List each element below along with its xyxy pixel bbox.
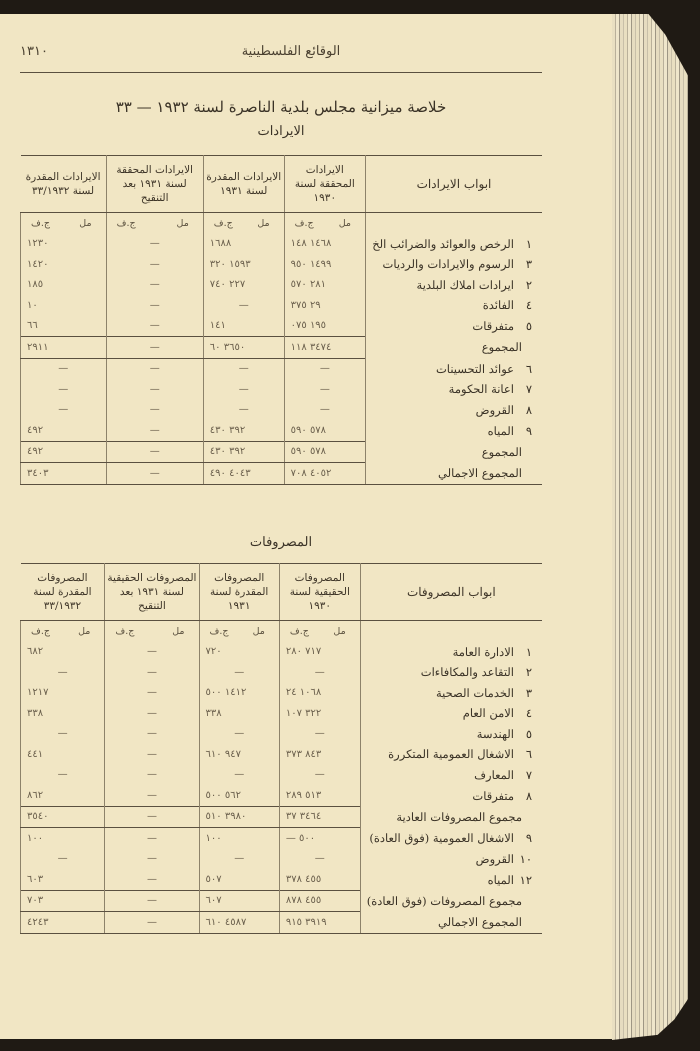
- table-row: ١٢المياه ٤٥٥ ٣٧٨ ٥٠٧ — ٦٠٣: [21, 869, 543, 890]
- col-header-actual-1930: المصروفات الحقيقية لسنة ١٩٣٠: [279, 564, 360, 621]
- page-number: ١٣١٠: [20, 44, 48, 59]
- table-row: ٦الاشغال العمومية المتكررة ٨٤٣ ٣٧٣ ٩٤٧ ٦١٠ — ٤٤١: [21, 744, 543, 765]
- table-row: ٧اعانة الحكومة — — — —: [21, 379, 543, 400]
- units-row: [21, 213, 543, 234]
- table-row: ٤الفائدة ٢٩ ٣٧٥ — — ١٠: [21, 295, 543, 316]
- table-row: ٧المعارف — — — —: [21, 765, 543, 786]
- unit-mil: مل: [252, 625, 265, 637]
- table-row: ١الادارة العامة ٧١٧ ٢٨٠ ٧٢٠ — ٦٨٢: [21, 642, 543, 663]
- subtotal-row: المجموع ٥٧٨ ٥٩٠ ٣٩٢ ٤٣٠ — ٤٩٢: [21, 441, 543, 463]
- col-header-estimated-1932: المصروفات المقدرة لسنة ٣٣/١٩٣٢: [21, 564, 105, 621]
- table-row: ٢ايرادات املاك البلدية ٢٨١ ٥٧٠ ٢٢٧ ٧٤٠ — ١٨٥: [21, 275, 543, 296]
- expenditure-section-title: المصروفات: [249, 535, 313, 550]
- running-header: [20, 44, 542, 66]
- col-header-estimated-1932: الايرادات المقدرة لسنة ٣٣/١٩٣٢: [21, 156, 107, 213]
- unit-mil: مل: [172, 625, 185, 637]
- col-header-revised-1931: الايرادات المحققة لسنة ١٩٣١ بعد التنقيح: [106, 156, 203, 213]
- unit-pound: ج.ف: [289, 625, 309, 637]
- table-row: ١٠القروض — — — —: [21, 849, 543, 870]
- table-row: ٢التقاعد والمكافاءات — — — —: [21, 662, 543, 683]
- unit-mil: مل: [78, 625, 91, 637]
- col-header-actual-1930: الايرادات المحققة لسنة ١٩٣٠: [284, 156, 365, 213]
- table-row: ٣الخدمات الصحية ١٠٦٨ ٢٤ ١٤١٢ ٥٠٠ — ١٢١٧: [21, 683, 543, 704]
- table-row: ١الرخص والعوائد والضرائب الخ ١٤٦٨ ١٤٨ ١٦٨٨ — ١٢٣٠: [21, 234, 543, 255]
- unit-mil: مل: [257, 217, 270, 229]
- subtotal-row: المجموع ٣٤٧٤ ١١٨ ٣٦٥٠ ٦٠ — ٢٩١١: [21, 337, 543, 359]
- table-row: ٨متفرقات ٥١٣ ٢٨٩ ٥٦٢ ٥٠٠ — ٨٦٢: [21, 785, 543, 806]
- table-row: ٩الاشغال العمومية (فوق العادة) ٥٠٠ — ١٠٠ — ١٠٠: [21, 828, 543, 849]
- unit-pound: ج.ف: [31, 625, 50, 637]
- unit-pound: ج.ف: [294, 217, 314, 229]
- units-row: [21, 621, 543, 642]
- unit-pound: ج.ف: [209, 625, 229, 637]
- unit-pound: ج.ف: [115, 625, 135, 637]
- col-header-estimated-1931: المصروفات المقدرة لسنة ١٩٣١: [199, 564, 279, 621]
- book-page-edges: [612, 14, 688, 1040]
- col-header-actual-1931-revised: المصروفات الحقيقية لسنة ١٩٣١ بعد التنقيح: [105, 564, 199, 621]
- subtotal-row: مجموع المصروفات (فوق العادة) ٤٥٥ ٨٧٨ ٦٠٧ — ٧٠٣: [21, 890, 543, 912]
- table-row: ٥الهندسة — — — —: [21, 724, 543, 745]
- header-rule: [20, 72, 542, 73]
- journal-title: الوقائع الفلسطينية: [241, 44, 341, 59]
- unit-mil: مل: [79, 217, 92, 229]
- subtotal-row: مجموع المصروفات العادية ٣٤٦٤ ٣٧ ٣٩٨٠ ٥١٠ — ٣٥٤٠: [21, 806, 543, 828]
- col-header-estimated-1931: الايرادات المقدرة لسنة ١٩٣١: [203, 156, 284, 213]
- revenue-header-row: [21, 156, 543, 213]
- table-row: ٦عوائد التحسينات — — — —: [21, 358, 543, 379]
- unit-mil: مل: [176, 217, 189, 229]
- expenditure-table: [20, 563, 542, 934]
- col-header-category: ابواب المصروفات: [360, 564, 542, 621]
- unit-mil: مل: [333, 625, 346, 637]
- unit-pound: ج.ف: [31, 217, 50, 229]
- table-row: ٩المياه ٥٧٨ ٥٩٠ ٣٩٢ ٤٣٠ — ٤٩٢: [21, 420, 543, 441]
- revenue-table: [20, 155, 542, 485]
- unit-pound: ج.ف: [116, 217, 136, 229]
- unit-mil: مل: [338, 217, 351, 229]
- unit-pound: ج.ف: [213, 217, 233, 229]
- document-title: خلاصة ميزانية مجلس بلدية الناصرة لسنة ١٩٣٢ — ٣٣: [115, 98, 447, 116]
- table-row: ٥متفرقات ١٩٥ ٠٧٥ ١٤١ — ٦٦: [21, 316, 543, 337]
- expenditure-header-row: [21, 564, 543, 621]
- grand-total-row: المجموع الاجمالي ٤٠٥٢ ٧٠٨ ٤٠٤٣ ٤٩٠ — ٣٤٠٣: [21, 463, 543, 485]
- revenue-section-title: الايرادات: [257, 124, 305, 139]
- table-row: ٤الامن العام ٣٢٢ ١٠٧ ٣٣٨ — ٣٣٨: [21, 703, 543, 724]
- table-row: ٨القروض — — — —: [21, 400, 543, 421]
- col-header-category: ابواب الايرادات: [366, 156, 543, 213]
- grand-total-row: المجموع الاجمالي ٣٩١٩ ٩١٥ ٤٥٨٧ ٦١٠ — ٤٢٤٣: [21, 912, 543, 934]
- table-row: ٣الرسوم والايرادات والرديات ١٤٩٩ ٩٥٠ ١٥٩٣ ٣٢٠ — ١٤٢٠: [21, 254, 543, 275]
